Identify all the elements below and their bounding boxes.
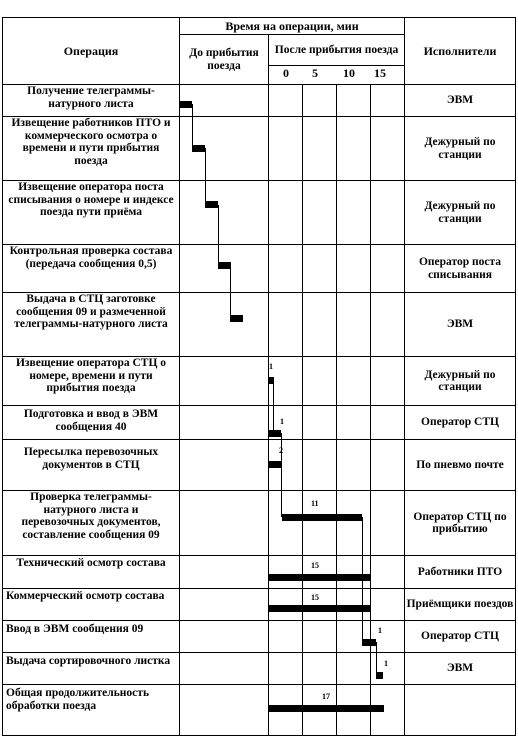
op-row-13: Выдача сортировочного листка [6, 655, 171, 667]
duration-label: 2 [279, 446, 283, 455]
op-row-6: Извещение оператора СТЦ о номере, времени и пути прибытия поезда [15, 357, 167, 394]
bar-row-10 [269, 574, 370, 581]
executor-row-3: Дежурный по станции [424, 200, 496, 225]
executor-row-2: Дежурный по станции [424, 136, 496, 161]
executor-row-7: Оператор СТЦ [421, 416, 499, 429]
duration-label: 1 [384, 659, 388, 668]
duration-label: 11 [311, 499, 319, 508]
bar-row-7 [269, 430, 281, 437]
duration-label: 15 [311, 593, 319, 602]
bar-row-8 [269, 461, 282, 468]
executor-row-9: Оператор СТЦ по прибытию [413, 510, 507, 535]
executor-row-5: ЭВМ [446, 318, 474, 331]
bar-row-6 [269, 377, 274, 384]
duration-label: 15 [311, 561, 319, 570]
tick-15: 15 [374, 66, 386, 80]
bar-row-14 [269, 705, 384, 712]
bar-row-9 [282, 514, 362, 521]
duration-label: 17 [322, 692, 330, 701]
op-row-9: Проверка телеграммы-натурного листа и перевозочных документов, составление сообщения 09 [21, 491, 161, 541]
tick-10: 10 [343, 66, 355, 80]
executor-row-12: Оператор СТЦ [421, 630, 499, 643]
op-row-2: Извещение работников ПТО и коммерческого осмотра о времени и пути прибытия поезда [11, 117, 171, 167]
op-row-14: Общая продолжительность обработки поезда [6, 687, 150, 712]
op-row-8: Пересылка перевозочных документов в СТЦ [23, 446, 159, 471]
bar-row-3 [205, 201, 218, 208]
bar-row-5 [230, 315, 243, 322]
bar-row-11 [269, 605, 370, 612]
bar-row-13 [376, 672, 383, 679]
bar-row-4 [218, 262, 231, 269]
bar-row-1 [179, 101, 192, 108]
after-arrival-header: После прибытия поезда [274, 43, 399, 56]
executor-row-13: ЭВМ [446, 662, 474, 675]
operation-header: Операция [63, 43, 119, 58]
tick-5: 5 [312, 66, 318, 80]
bar-row-2 [192, 145, 205, 152]
executor-row-4: Оператор поста списывания [418, 256, 502, 281]
bar-row-12 [362, 639, 376, 646]
time-header: Время на операции, мин [225, 18, 359, 33]
executor-row-11: Приёмщики поездов [406, 598, 514, 611]
op-row-5: Выдача в СТЦ заготовке сообщения 09 и размеченной телеграммы-натурного листа [14, 293, 168, 330]
duration-label: 1 [280, 417, 284, 426]
duration-label: 1 [378, 626, 382, 635]
op-row-4: Контрольная проверка состава (передача сообщения 0,5) [9, 245, 173, 270]
executor-row-6: Дежурный по станции [424, 368, 496, 393]
executor-row-1: ЭВМ [446, 94, 474, 107]
executor-row-10: Работники ПТО [417, 565, 503, 578]
duration-label: 1 [269, 362, 273, 371]
before-arrival-header: До прибытия поезда [189, 46, 259, 72]
op-row-12: Ввод в ЭВМ сообщения 09 [6, 623, 144, 635]
op-row-10: Технический осмотр состава [16, 557, 166, 569]
op-row-7: Подготовка и ввод в ЭВМ сообщения 40 [23, 408, 159, 433]
op-row-3: Извещение оператора поста списывания о номере и индексе поезда пути приёма [8, 181, 174, 218]
executor-header: Исполнители [423, 43, 497, 58]
op-row-1: Получение телеграммы-натурного листа [27, 85, 155, 110]
op-row-11: Коммерческий осмотр состава [6, 590, 165, 602]
executor-row-8: По пневмо почте [416, 458, 504, 471]
tick-0: 0 [283, 66, 289, 80]
